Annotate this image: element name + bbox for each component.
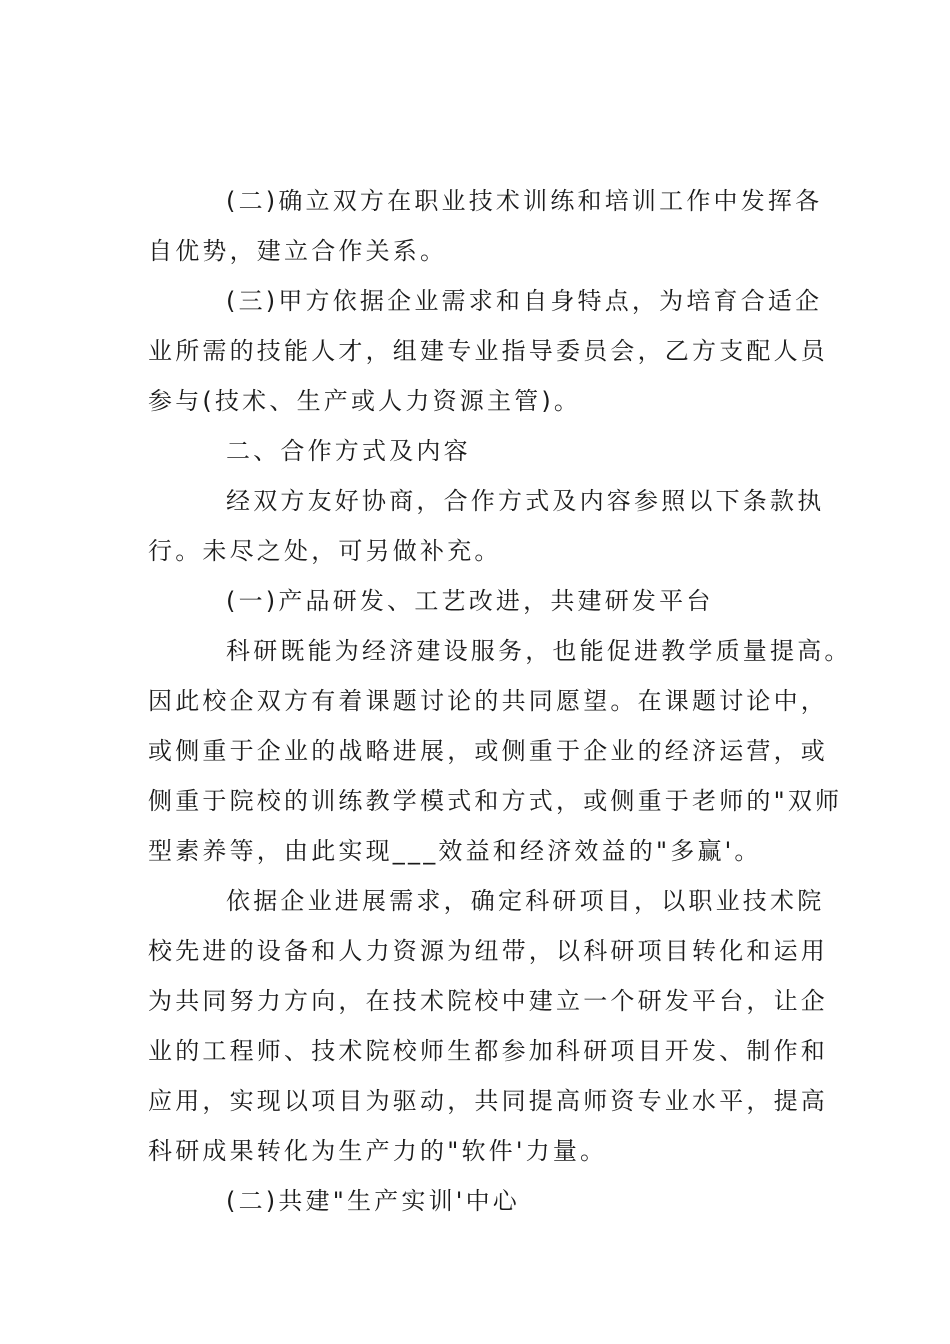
text-line: 或侧重于企业的战略进展，或侧重于企业的经济运营，或 bbox=[148, 737, 828, 765]
section-heading: 二、合作方式及内容 bbox=[226, 437, 471, 465]
text-line: 经双方友好协商，合作方式及内容参照以下条款执 bbox=[226, 487, 825, 515]
text-line: 侧重于院校的训练教学模式和方式，或侧重于老师的"双师 bbox=[148, 787, 843, 815]
text-line: 自优势，建立合作关系。 bbox=[148, 237, 448, 265]
text-line: 型素养等，由此实现___效益和经济效益的"多赢'。 bbox=[148, 837, 762, 865]
text-line: 校先进的设备和人力资源为纽带，以科研项目转化和运用 bbox=[148, 937, 828, 965]
text-line: 业所需的技能人才，组建专业指导委员会，乙方支配人员 bbox=[148, 337, 828, 365]
text-line: 科研成果转化为生产力的"软件'力量。 bbox=[148, 1137, 608, 1165]
text-line: 行。未尽之处，可另做补充。 bbox=[148, 537, 502, 565]
text-line: 依据企业进展需求，确定科研项目，以职业技术院 bbox=[226, 887, 825, 915]
text-line: 科研既能为经济建设服务，也能促进教学质量提高。 bbox=[226, 637, 852, 665]
text-line: 应用，实现以项目为驱动，共同提高师资专业水平，提高 bbox=[148, 1087, 828, 1115]
text-line: 业的工程师、技术院校师生都参加科研项目开发、制作和 bbox=[148, 1037, 828, 1065]
document-body bbox=[148, 176, 852, 1226]
text-line: (二)确立双方在职业技术训练和培训工作中发挥各 bbox=[226, 187, 823, 215]
text-line: 参与(技术、生产或人力资源主管)。 bbox=[148, 387, 582, 415]
text-line: 因此校企双方有着课题讨论的共同愿望。在课题讨论中， bbox=[148, 687, 828, 715]
subsection-heading: (一)产品研发、工艺改进，共建研发平台 bbox=[226, 587, 714, 615]
text-line: 为共同努力方向，在技术院校中建立一个研发平台，让企 bbox=[148, 987, 828, 1015]
text-line: (三)甲方依据企业需求和自身特点，为培育合适企 bbox=[226, 287, 823, 315]
subsection-heading: (二)共建"生产实训'中心 bbox=[226, 1187, 520, 1215]
